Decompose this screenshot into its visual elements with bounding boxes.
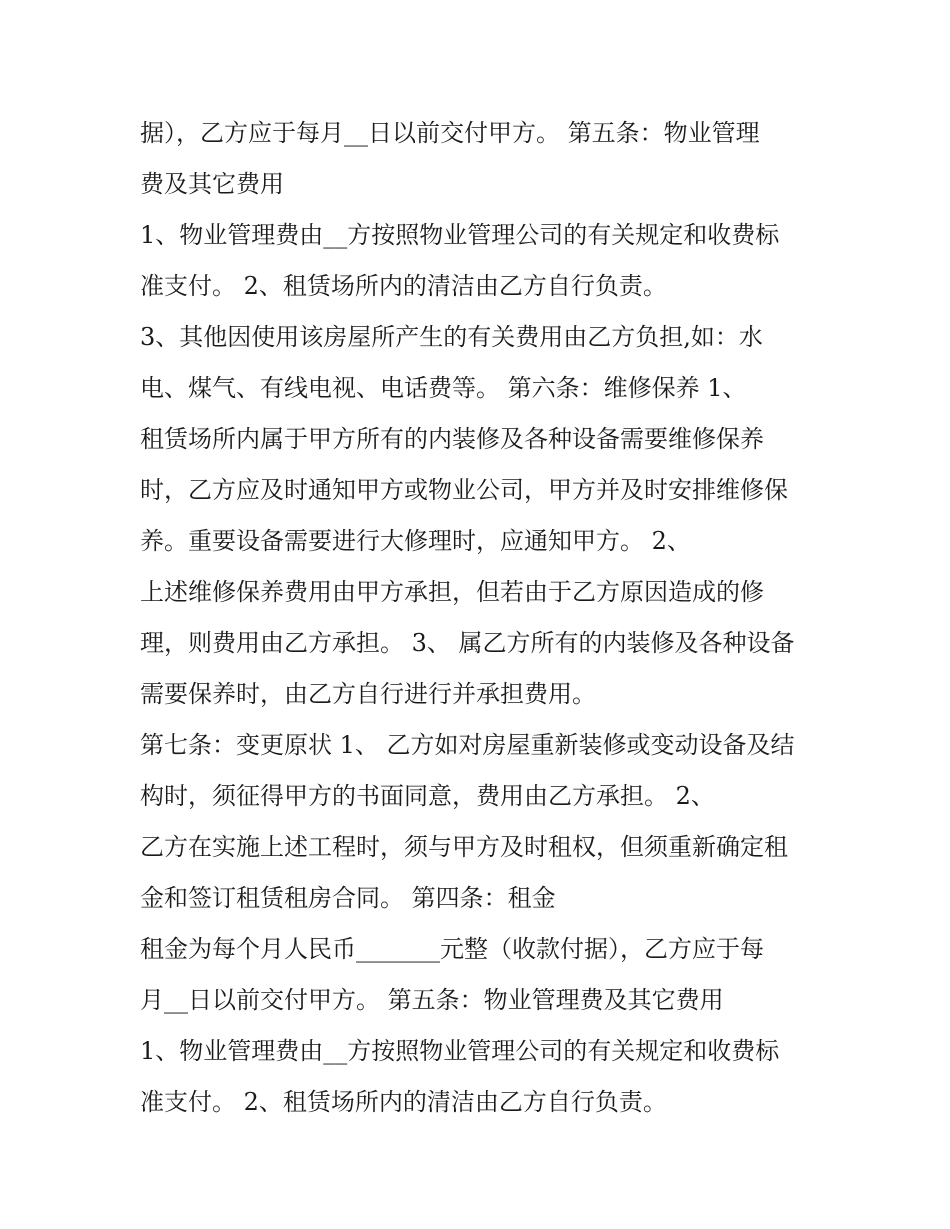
text-line: 费及其它费用: [140, 170, 284, 198]
text-line: 据），乙方应于每月__日以前交付甲方。 第五条：物业管理: [140, 119, 760, 147]
text-line: 电、煤气、有线电视、电话费等。 第六条：维修保养 1、: [140, 374, 747, 402]
text-line: 1、物业管理费由__方按照物业管理公司的有关规定和收费标: [140, 221, 780, 249]
text-line: 准支付。 2、租赁场所内的清洁由乙方自行负责。: [140, 1088, 667, 1116]
text-line: 第七条：变更原状 1、 乙方如对房屋重新装修或变动设备及结: [140, 731, 795, 759]
text-line: 3、其他因使用该房屋所产生的有关费用由乙方负担,如：水: [140, 323, 763, 351]
text-line: 租赁场所内属于甲方所有的内装修及各种设备需要维修保养: [140, 425, 764, 453]
text-line: 构时，须征得甲方的书面同意，费用由乙方承担。 2、: [140, 782, 715, 810]
document-body: [140, 108, 830, 1128]
text-line: 月__日以前交付甲方。 第五条：物业管理费及其它费用: [140, 986, 724, 1014]
text-line: 需要保养时，由乙方自行进行并承担费用。: [140, 680, 596, 708]
text-line: 租金为每个月人民币_______元整（收款付据），乙方应于每: [140, 935, 764, 963]
text-line: 养。重要设备需要进行大修理时，应通知甲方。 2、: [140, 527, 691, 555]
text-line: 乙方在实施上述工程时，须与甲方及时租权，但须重新确定租: [140, 833, 788, 861]
text-line: 1、物业管理费由__方按照物业管理公司的有关规定和收费标: [140, 1037, 780, 1065]
text-line: 理，则费用由乙方承担。 3、 属乙方所有的内装修及各种设备: [140, 629, 795, 657]
text-line: 准支付。 2、租赁场所内的清洁由乙方自行负责。: [140, 272, 667, 300]
text-line: 金和签订租赁租房合同。 第四条：租金: [140, 884, 556, 912]
text-line: 时，乙方应及时通知甲方或物业公司，甲方并及时安排维修保: [140, 476, 788, 504]
text-line: 上述维修保养费用由甲方承担，但若由于乙方原因造成的修: [140, 578, 764, 606]
